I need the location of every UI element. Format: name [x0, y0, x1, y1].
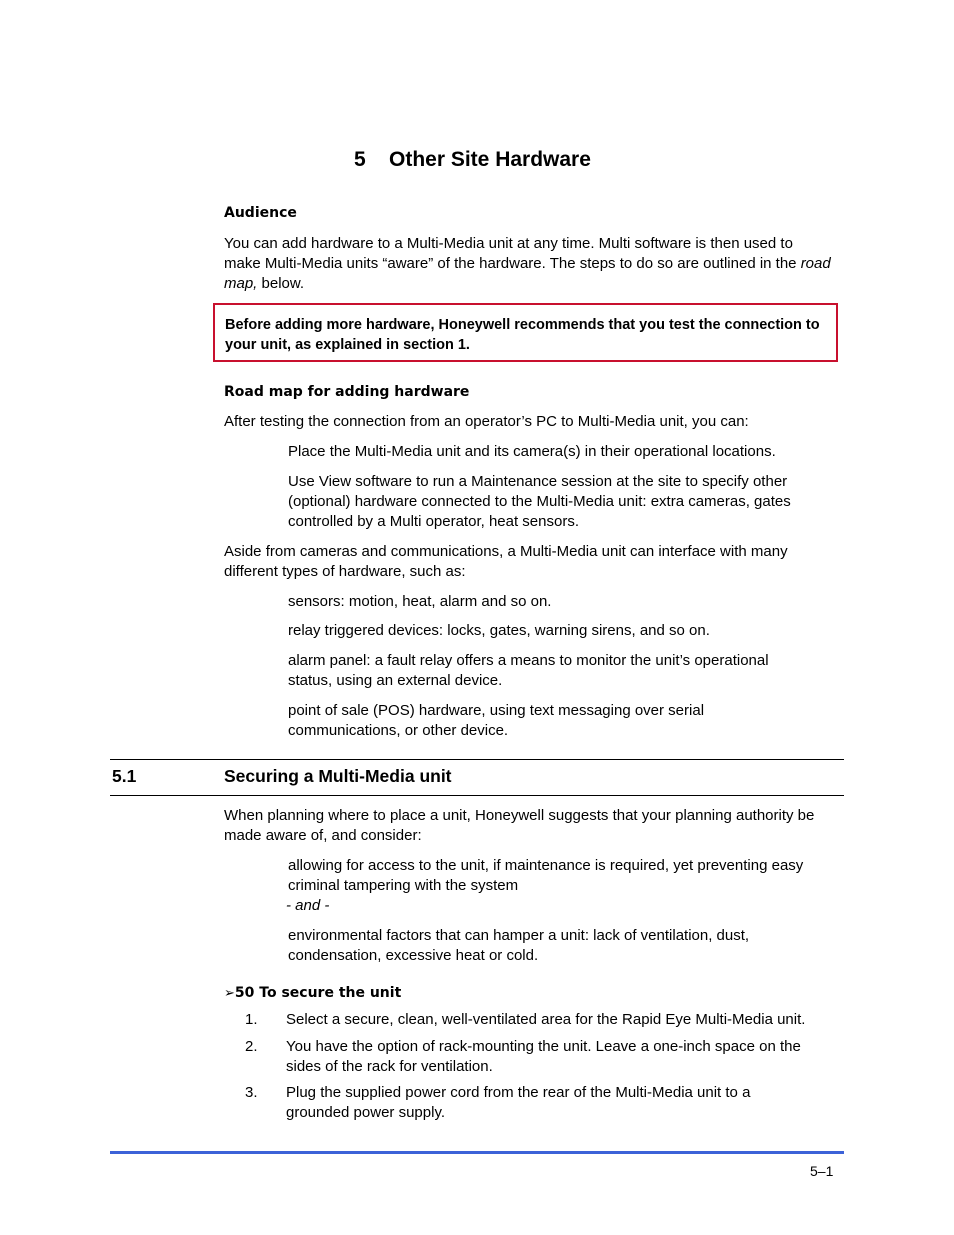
roadmap-item: Use View software to run a Maintenance session at the site to specify other (optional) hardware connected to the Multi-Media unit: extra cameras, gates controlled by a Multi operator, heat sensors. [288, 473, 791, 530]
procedure-heading [224, 985, 401, 1001]
audience-paragraph [224, 234, 832, 294]
step-number: 2. [245, 1038, 258, 1055]
procedure-heading-text: 50 To secure the unit [234, 985, 402, 1001]
audience-road-map-ref: road map, [224, 255, 831, 292]
section-rule-top [110, 759, 844, 760]
chapter-title [354, 148, 591, 172]
page-number: 5–1 [810, 1163, 834, 1179]
arrow-icon: ➢ [224, 986, 235, 1001]
roadmap-heading: Road map for adding hardware [224, 384, 470, 400]
hardware-item: relay triggered devices: locks, gates, warning sirens, and so on. [288, 622, 710, 639]
consideration-item: environmental factors that can hamper a unit: lack of ventilation, dust, condensation, excessive heat or cold. [288, 927, 750, 964]
chapter-number: 5 [354, 148, 366, 171]
step-text: You have the option of rack-mounting the unit. Leave a one-inch space on the sides of the rack for ventilation. [286, 1038, 801, 1075]
roadmap-item: Place the Multi-Media unit and its camera(s) in their operational locations. [288, 443, 776, 460]
hardware-item: sensors: motion, heat, alarm and so on. [288, 593, 552, 610]
section-number: 5.1 [112, 766, 137, 786]
audience-heading: Audience [224, 205, 297, 221]
roadmap-aside: Aside from cameras and communications, a Multi-Media unit can interface with many different types of hardware, such as: [224, 543, 788, 580]
roadmap-intro: After testing the connection from an operator’s PC to Multi-Media unit, you can: [224, 413, 749, 430]
hardware-item: point of sale (POS) hardware, using text messaging over serial communications, or other device. [288, 702, 705, 739]
section-intro: When planning where to place a unit, Honeywell suggests that your planning authority be made aware of, and consider: [224, 807, 815, 844]
hardware-item: alarm panel: a fault relay offers a means to monitor the unit’s operational status, using an external device. [288, 652, 769, 689]
step-text: Select a secure, clean, well-ventilated area for the Rapid Eye Multi-Media unit. [286, 1011, 806, 1028]
note-callout [213, 303, 838, 362]
footer-rule [110, 1151, 844, 1154]
audience-text-after: below. [257, 275, 305, 292]
audience-text-before: You can add hardware to a Multi-Media unit at any time. Multi software is then used to make Multi-Media units “aware” of the hardware. The steps to do so are outlined in the [224, 235, 801, 272]
chapter-title-text: Other Site Hardware [389, 148, 591, 171]
consideration-item: allowing for access to the unit, if maintenance is required, yet preventing easy criminal tampering with the system [288, 857, 804, 894]
and-separator: - and - [286, 897, 330, 914]
section-rule-bottom [110, 795, 844, 796]
step-number: 3. [245, 1084, 258, 1101]
step-text: Plug the supplied power cord from the rear of the Multi-Media unit to a grounded power supply. [286, 1084, 751, 1121]
note-callout-text: Before adding more hardware, Honeywell recommends that you test the connection to your unit, as explained in section 1. [225, 317, 820, 353]
step-number: 1. [245, 1011, 258, 1028]
section-title: Securing a Multi-Media unit [224, 766, 452, 786]
